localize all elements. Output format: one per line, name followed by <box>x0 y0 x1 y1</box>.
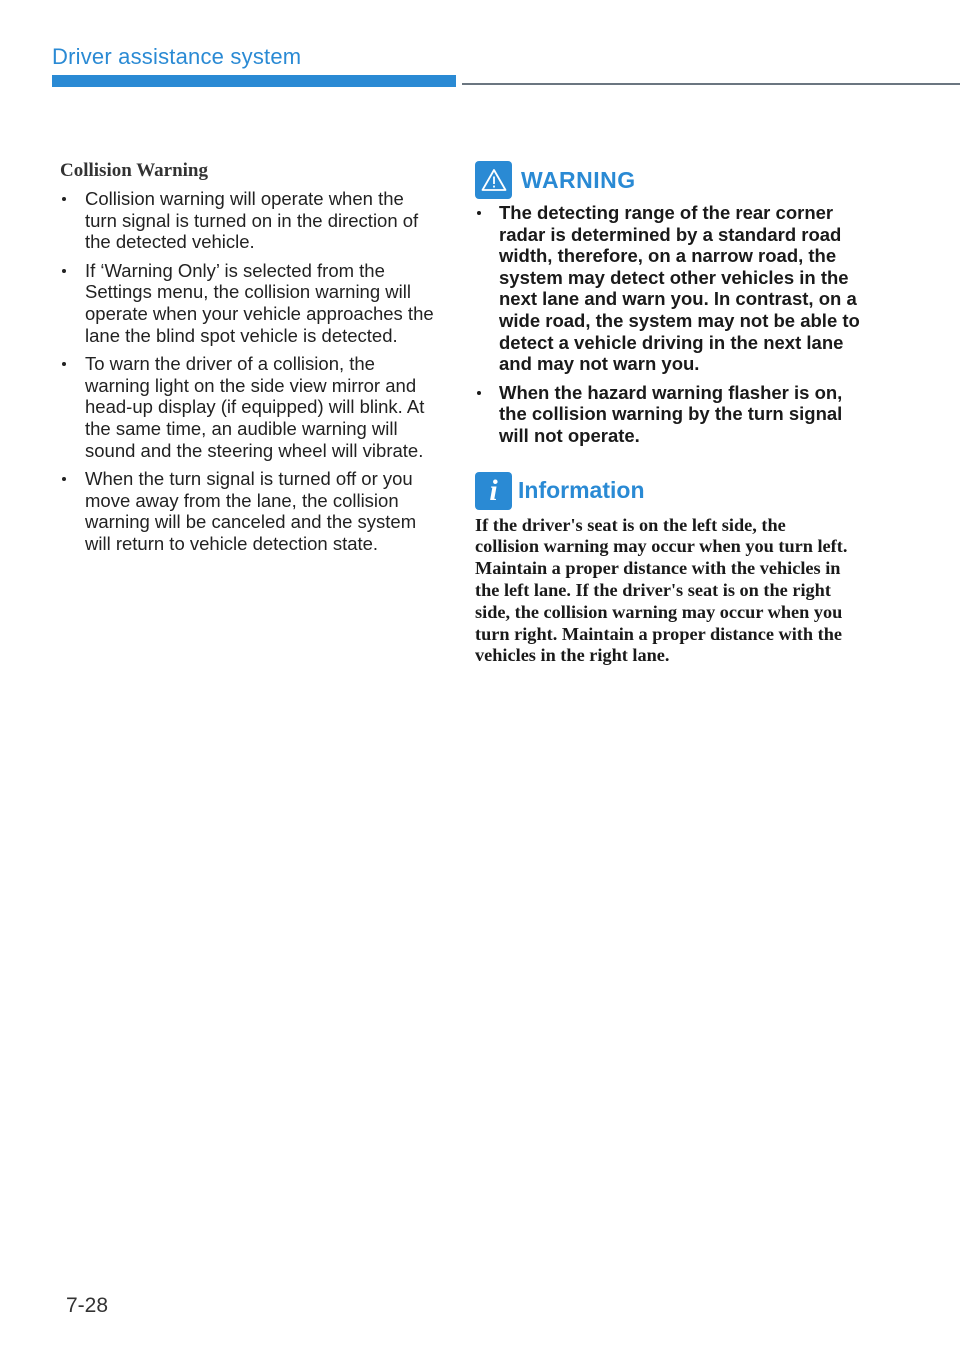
info-icon: i <box>475 472 512 510</box>
warning-header <box>475 160 865 200</box>
information-header <box>475 471 865 511</box>
warning-title: WARNING <box>521 166 636 193</box>
warning-list <box>475 202 865 447</box>
right-column <box>475 160 865 667</box>
list-item: When the turn signal is turned off or you move away from the lane, the collision warning will be canceled and the system will return to vehicle detection state. <box>60 468 435 554</box>
list-item: Collision warning will operate when the turn signal is turned on in the direction of the detected vehicle. <box>60 188 435 253</box>
left-column <box>60 160 435 562</box>
page-number: 7-28 <box>66 1294 109 1317</box>
collision-warning-heading: Collision Warning <box>60 160 209 181</box>
list-item: When the hazard warning flasher is on, the collision warning by the turn signal will not operate. <box>475 382 865 447</box>
list-item: The detecting range of the rear corner radar is determined by a standard road width, therefore, on a narrow road, the system may detect other vehicles in the next lane and warn you. In contrast, on a wide road, the system may not be able to detect a vehicle driving in the next lane and may not warn you. <box>475 202 865 375</box>
warning-triangle-icon <box>475 161 512 199</box>
list-item: To warn the driver of a collision, the warning light on the side view mirror and head-up display (if equipped) will blink. At the same time, an audible warning will sound and the steering wheel will vibrate. <box>60 353 435 461</box>
information-title: Information <box>518 477 645 504</box>
header-accent-bar <box>52 75 456 87</box>
information-text: If the driver's seat is on the left side, the collision warning may occur when you turn left. Maintain a proper distance with the vehicles in the left lane. If the driver's seat is on the right side, the collision warning may occur when you turn right. Maintain a proper distance with the vehicles in the right lane. <box>475 514 848 666</box>
header-rule <box>462 83 960 85</box>
list-item: If ‘Warning Only’ is selected from the Settings menu, the collision warning will operate when your vehicle approaches the lane the blind spot vehicle is detected. <box>60 260 435 346</box>
section-title: Driver assistance system <box>52 44 302 69</box>
collision-warning-list <box>60 188 435 555</box>
